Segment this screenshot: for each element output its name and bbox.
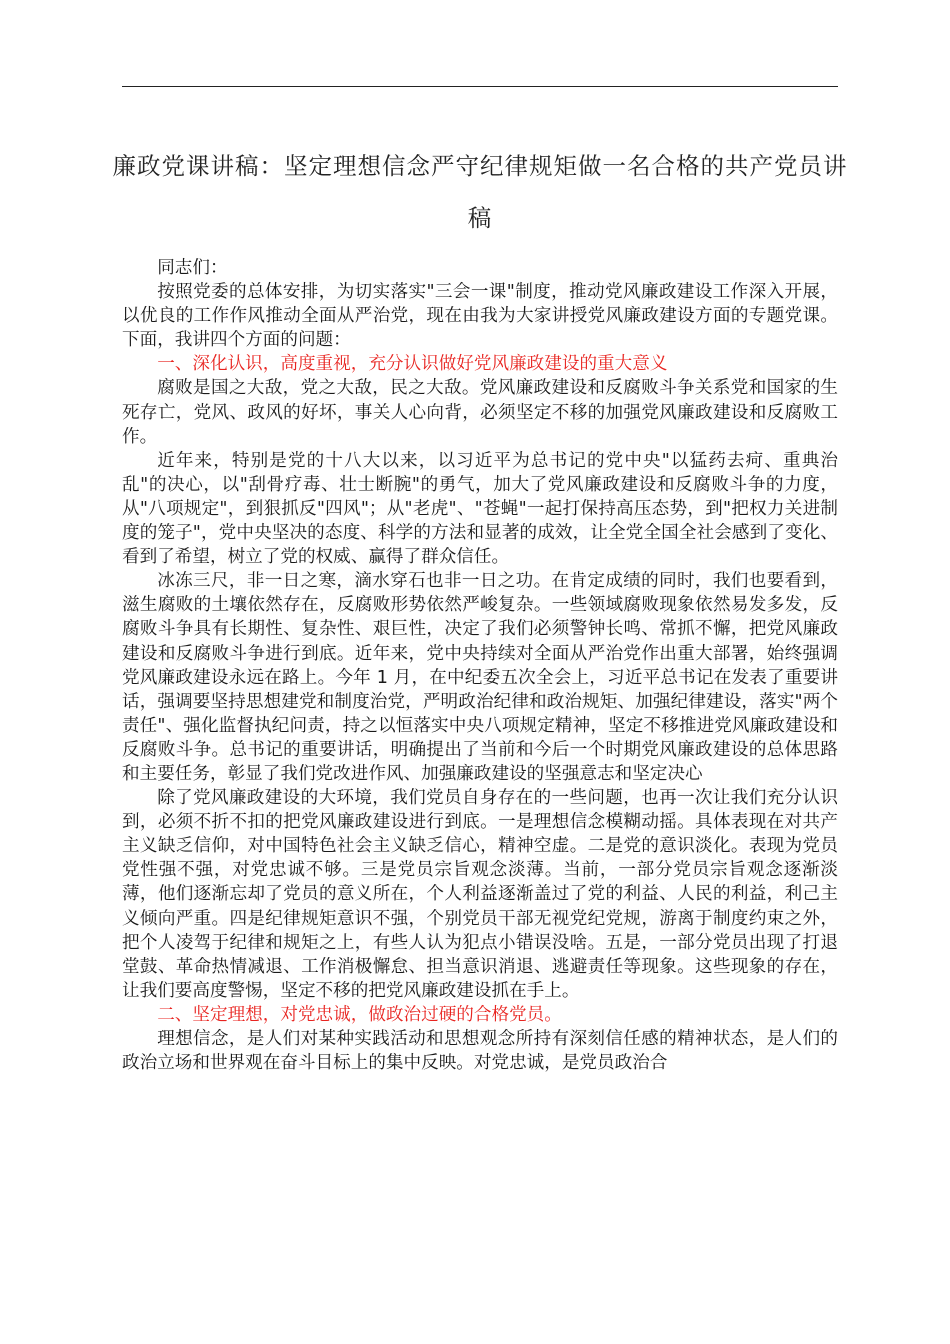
body-paragraph: 近年来，特别是党的十八大以来，以习近平为总书记的党中央"以猛药去疴、重典治乱"的决心，以"刮骨疗毒、壮士断腕"的勇气，加大了党风廉政建设和反腐败斗争的力度，从"八项规定"，到狠抓反"四风"；从"老虎"、"苍蝇"一起打保持高压态势，到"把权力关进制度的笼子"，党中央坚决的态度、科学的方法和显著的成效，让全党全国全社会感到了变化、看到了希望，树立了党的权威、赢得了群众信任。 xyxy=(122,450,838,568)
body-paragraph: 冰冻三尺，非一日之寒，滴水穿石也非一日之功。在肯定成绩的同时，我们也要看到，滋生腐败的土壤依然存在，反腐败形势依然严峻复杂。一些领域腐败现象依然易发多发，反腐败斗争具有长期性、复杂性、艰巨性，决定了我们必须警钟长鸣、常抓不懈，把党风廉政建设和反腐败斗争进行到底。近年来，党中央持续对全面从严治党作出重大部署，始终强调党风廉政建设永远在路上。今年 1 月，在中纪委五次全会上，习近平总书记在发表了重要讲话，强调要坚持思想建党和制度治党，严明政治纪律和政治规矩、加强纪律建设，落实"两个责任"、强化监督执纪问责，持之以恒落实中央八项规定精神，坚定不移推进党风廉政建设和反腐败斗争。总书记的重要讲话，明确提出了当前和今后一个时期党风廉政建设的总体思路和主要任务，彰显了我们党改进作风、加强廉政建设的坚强意志和坚定决心 xyxy=(122,571,838,784)
section-heading-1: 一、深化认识，高度重视，充分认识做好党风廉政建设的重大意义 xyxy=(157,354,668,375)
document-body xyxy=(122,256,838,1075)
document-title: 廉政党课讲稿：坚定理想信念严守纪律规矩做一名合格的共产党员讲稿 xyxy=(112,152,848,232)
body-paragraph: 理想信念，是人们对某种实践活动和思想观念所持有深刻信任感的精神状态，是人们的政治立场和世界观在奋斗目标上的集中反映。对党忠诚，是党员政治合 xyxy=(122,1029,838,1074)
salutation: 同志们： xyxy=(157,258,228,278)
intro-paragraph: 按照党委的总体安排，为切实落实"三会一课"制度，推动党风廉政建设工作深入开展，以优良的工作作风推动全面从严治党，现在由我为大家讲授党风廉政建设方面的专题党课。下面，我讲四个方面的问题： xyxy=(122,282,838,351)
header-rule xyxy=(122,86,838,87)
body-paragraph: 腐败是国之大敌，党之大敌，民之大敌。党风廉政建设和反腐败斗争关系党和国家的生死存亡，党风、政风的好坏，事关人心向背，必须坚定不移的加强党风廉政建设和反腐败工作。 xyxy=(122,378,838,447)
body-paragraph: 除了党风廉政建设的大环境，我们党员自身存在的一些问题，也再一次让我们充分认识到，必须不折不扣的把党风廉政建设进行到底。一是理想信念模糊动摇。具体表现在对共产主义缺乏信仰，对中国特色社会主义缺乏信心，精神空虚。二是党的意识淡化。表现为党员党性强不强，对党忠诚不够。三是党员宗旨观念淡薄。当前，一部分党员宗旨观念逐渐淡薄，他们逐渐忘却了党员的意义所在，个人利益逐渐盖过了党的利益、人民的利益，利己主义倾向严重。四是纪律规矩意识不强，个别党员干部无视党纪党规，游离于制度约束之外，把个人凌驾于纪律和规矩之上，有些人认为犯点小错误没啥。五是，一部分党员出现了打退堂鼓、革命热情减退、工作消极懈怠、担当意识消退、逃避责任等现象。这些现象的存在，让我们要高度警惕，坚定不移的把党风廉政建设抓在手上。 xyxy=(122,788,838,1001)
section-heading-2: 二、坚定理想，对党忠诚，做政治过硬的合格党员。 xyxy=(157,1004,562,1025)
